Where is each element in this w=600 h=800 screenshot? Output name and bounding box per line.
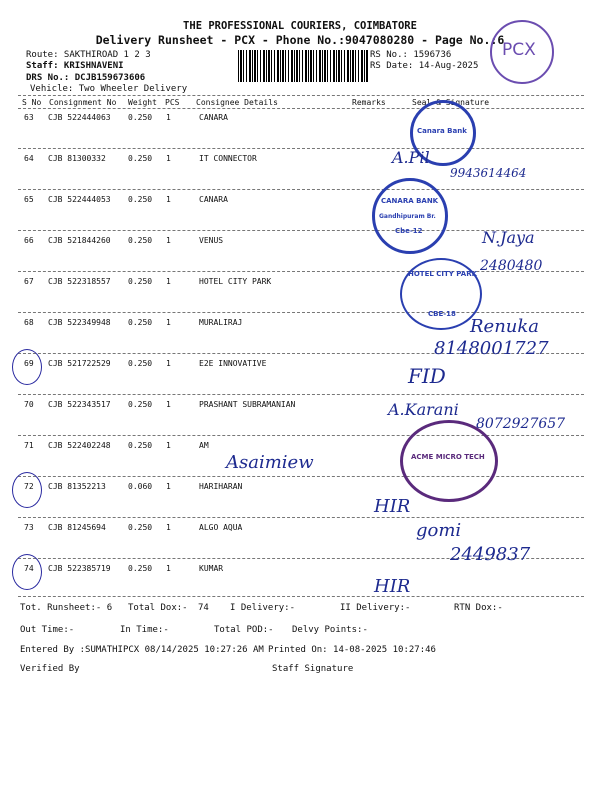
stamp-text: ACME MICRO TECH [411, 453, 485, 461]
row-sno: 69 [24, 359, 34, 368]
row-weight: 0.250 [128, 318, 153, 327]
row-consignee: MURALIRAJ [199, 318, 243, 327]
row-consignee: AM [199, 441, 209, 450]
col-consignee: Consignee Details [196, 98, 278, 107]
row-consignee: HARIHARAN [199, 482, 243, 491]
row-pcs: 1 [166, 277, 171, 286]
row-sno: 73 [24, 523, 34, 532]
row-sno: 70 [24, 400, 34, 409]
row-sno: 72 [24, 482, 34, 491]
row-weight: 0.250 [128, 523, 153, 532]
col-weight: Weight [128, 98, 157, 107]
row-pcs: 1 [166, 236, 171, 245]
handwritten-phone: 9943614464 [450, 166, 527, 180]
handwritten-name: Asaimiew [226, 452, 314, 473]
row-divider [18, 476, 584, 477]
row-pcs: 1 [166, 113, 171, 122]
i-delivery: I Delivery:- [230, 603, 296, 613]
row-sno: 64 [24, 154, 34, 163]
row-weight: 0.250 [128, 277, 153, 286]
drs-number: DRS No.: DCJB159673606 [26, 73, 146, 83]
handwritten-note: HIR [374, 576, 411, 597]
runsheet-title: Delivery Runsheet - PCX - Phone No.:9047080280 - Page No.:6 [95, 33, 505, 47]
handwritten-note: FID [408, 364, 446, 388]
signature: A.Karani [388, 400, 459, 419]
handwritten-phone: 8072927657 [476, 416, 566, 432]
company-title: THE PROFESSIONAL COURIERS, COIMBATORE [183, 20, 417, 32]
signature: Renuka [470, 316, 540, 337]
row-consignment: CJB 81352213 [48, 482, 106, 491]
row-consignee: IT CONNECTOR [199, 154, 257, 163]
stamp-text: HOTEL CITY PARK [408, 270, 478, 278]
signature: A.Pil [392, 148, 430, 167]
row-consignee: KUMAR [199, 564, 224, 573]
row-consignee: PRASHANT SUBRAMANIAN [199, 400, 296, 409]
pcx-stamp [490, 20, 554, 84]
row-weight: 0.250 [128, 154, 153, 163]
row-divider [18, 517, 584, 518]
row-sno: 63 [24, 113, 34, 122]
row-pcs: 1 [166, 195, 171, 204]
circle-mark [12, 349, 42, 385]
row-consignment: CJB 522444053 [48, 195, 111, 204]
col-remarks: Remarks [352, 98, 386, 107]
row-sno: 66 [24, 236, 34, 245]
row-consignment: CJB 81300332 [48, 154, 106, 163]
row-consignment: CJB 81245694 [48, 523, 106, 532]
col-sno: S No [22, 98, 42, 107]
row-divider [18, 435, 584, 436]
stamp-text: Cbe-12 [395, 227, 423, 235]
col-consignment: Consignment No [49, 98, 117, 107]
col-seal-signature: Seal & Signature [412, 98, 490, 107]
row-consignment: CJB 522343517 [48, 400, 111, 409]
col-pcs: PCS [165, 98, 180, 107]
staff: Staff: KRISHNAVENI [26, 61, 124, 71]
row-pcs: 1 [166, 154, 171, 163]
row-pcs: 1 [166, 318, 171, 327]
circle-mark [12, 472, 42, 508]
row-consignee: HOTEL CITY PARK [199, 277, 272, 286]
row-consignment: CJB 522385719 [48, 564, 111, 573]
row-sno: 68 [24, 318, 34, 327]
pcx-stamp-label: PCX [502, 40, 536, 60]
handwritten-note: HIR [374, 496, 411, 517]
verified-by: Verified By [20, 664, 80, 674]
total-dox-label: Total Dox:- [128, 603, 188, 613]
row-consignee: CANARA [199, 195, 228, 204]
route: Route: SAKTHIROAD 1 2 3 [26, 50, 151, 60]
row-weight: 0.250 [128, 564, 153, 573]
rtn-dox: RTN Dox:- [454, 603, 503, 613]
row-consignment: CJB 521722529 [48, 359, 111, 368]
signature: gomi [416, 520, 462, 541]
row-consignee: ALGO AQUA [199, 523, 243, 532]
row-pcs: 1 [166, 359, 171, 368]
entered-by: Entered By :SUMATHIPCX 08/14/2025 10:27:26 AM [20, 645, 264, 655]
row-sno: 74 [24, 564, 34, 573]
header-rule [18, 95, 584, 96]
row-weight: 0.250 [128, 441, 153, 450]
row-consignment: CJB 522318557 [48, 277, 111, 286]
circle-mark [12, 554, 42, 590]
rs-date: RS Date: 14-Aug-2025 [370, 61, 479, 71]
in-time: In Time:- [120, 625, 169, 635]
stamp-text: Gandhipuram Br. [379, 213, 436, 220]
row-consignee: VENUS [199, 236, 224, 245]
row-pcs: 1 [166, 564, 171, 573]
handwritten-phone: 2449837 [450, 544, 531, 565]
row-consignment: CJB 522402248 [48, 441, 111, 450]
stamp-text: CBE-18 [428, 310, 456, 318]
handwritten-number: 2480480 [480, 258, 543, 274]
row-sno: 67 [24, 277, 34, 286]
stamp-text: CANARA BANK [381, 197, 439, 205]
total-dox-value: 74 [198, 603, 209, 613]
row-pcs: 1 [166, 441, 171, 450]
row-weight: 0.250 [128, 359, 153, 368]
total-pod: Total POD:- [214, 625, 274, 635]
row-sno: 71 [24, 441, 34, 450]
row-sno: 65 [24, 195, 34, 204]
canara-bank-stamp [372, 178, 448, 254]
row-pcs: 1 [166, 482, 171, 491]
staff-signature: Staff Signature [272, 664, 354, 674]
row-consignment: CJB 522349948 [48, 318, 111, 327]
row-divider [18, 148, 584, 149]
tot-runsheet: Tot. Runsheet:- 6 [20, 603, 113, 613]
acme-micro-tech-stamp [400, 420, 498, 502]
vehicle: Vehicle: Two Wheeler Delivery [30, 84, 188, 94]
row-divider [18, 189, 584, 190]
barcode [238, 50, 368, 82]
stamp-text: Canara Bank [417, 127, 467, 135]
ii-delivery: II Delivery:- [340, 603, 411, 613]
rs-number: RS No.: 1596736 [370, 50, 452, 60]
header-rule-bottom [18, 108, 584, 109]
footer-rule [18, 596, 584, 597]
row-consignee: CANARA [199, 113, 228, 122]
row-weight: 0.250 [128, 113, 153, 122]
row-consignment: CJB 522444063 [48, 113, 111, 122]
handwritten-phone: 8148001727 [434, 338, 549, 359]
row-weight: 0.250 [128, 195, 153, 204]
row-consignment: CJB 521844260 [48, 236, 111, 245]
row-weight: 0.250 [128, 236, 153, 245]
row-consignee: E2E INNOVATIVE [199, 359, 267, 368]
row-divider [18, 312, 584, 313]
row-divider [18, 394, 584, 395]
row-weight: 0.060 [128, 482, 153, 491]
out-time: Out Time:- [20, 625, 75, 635]
row-pcs: 1 [166, 400, 171, 409]
signature: N.Jaya [482, 228, 535, 247]
row-pcs: 1 [166, 523, 171, 532]
delvy-points: Delvy Points:- [292, 625, 368, 635]
printed-on: Printed On: 14-08-2025 10:27:46 [268, 645, 436, 655]
row-weight: 0.250 [128, 400, 153, 409]
